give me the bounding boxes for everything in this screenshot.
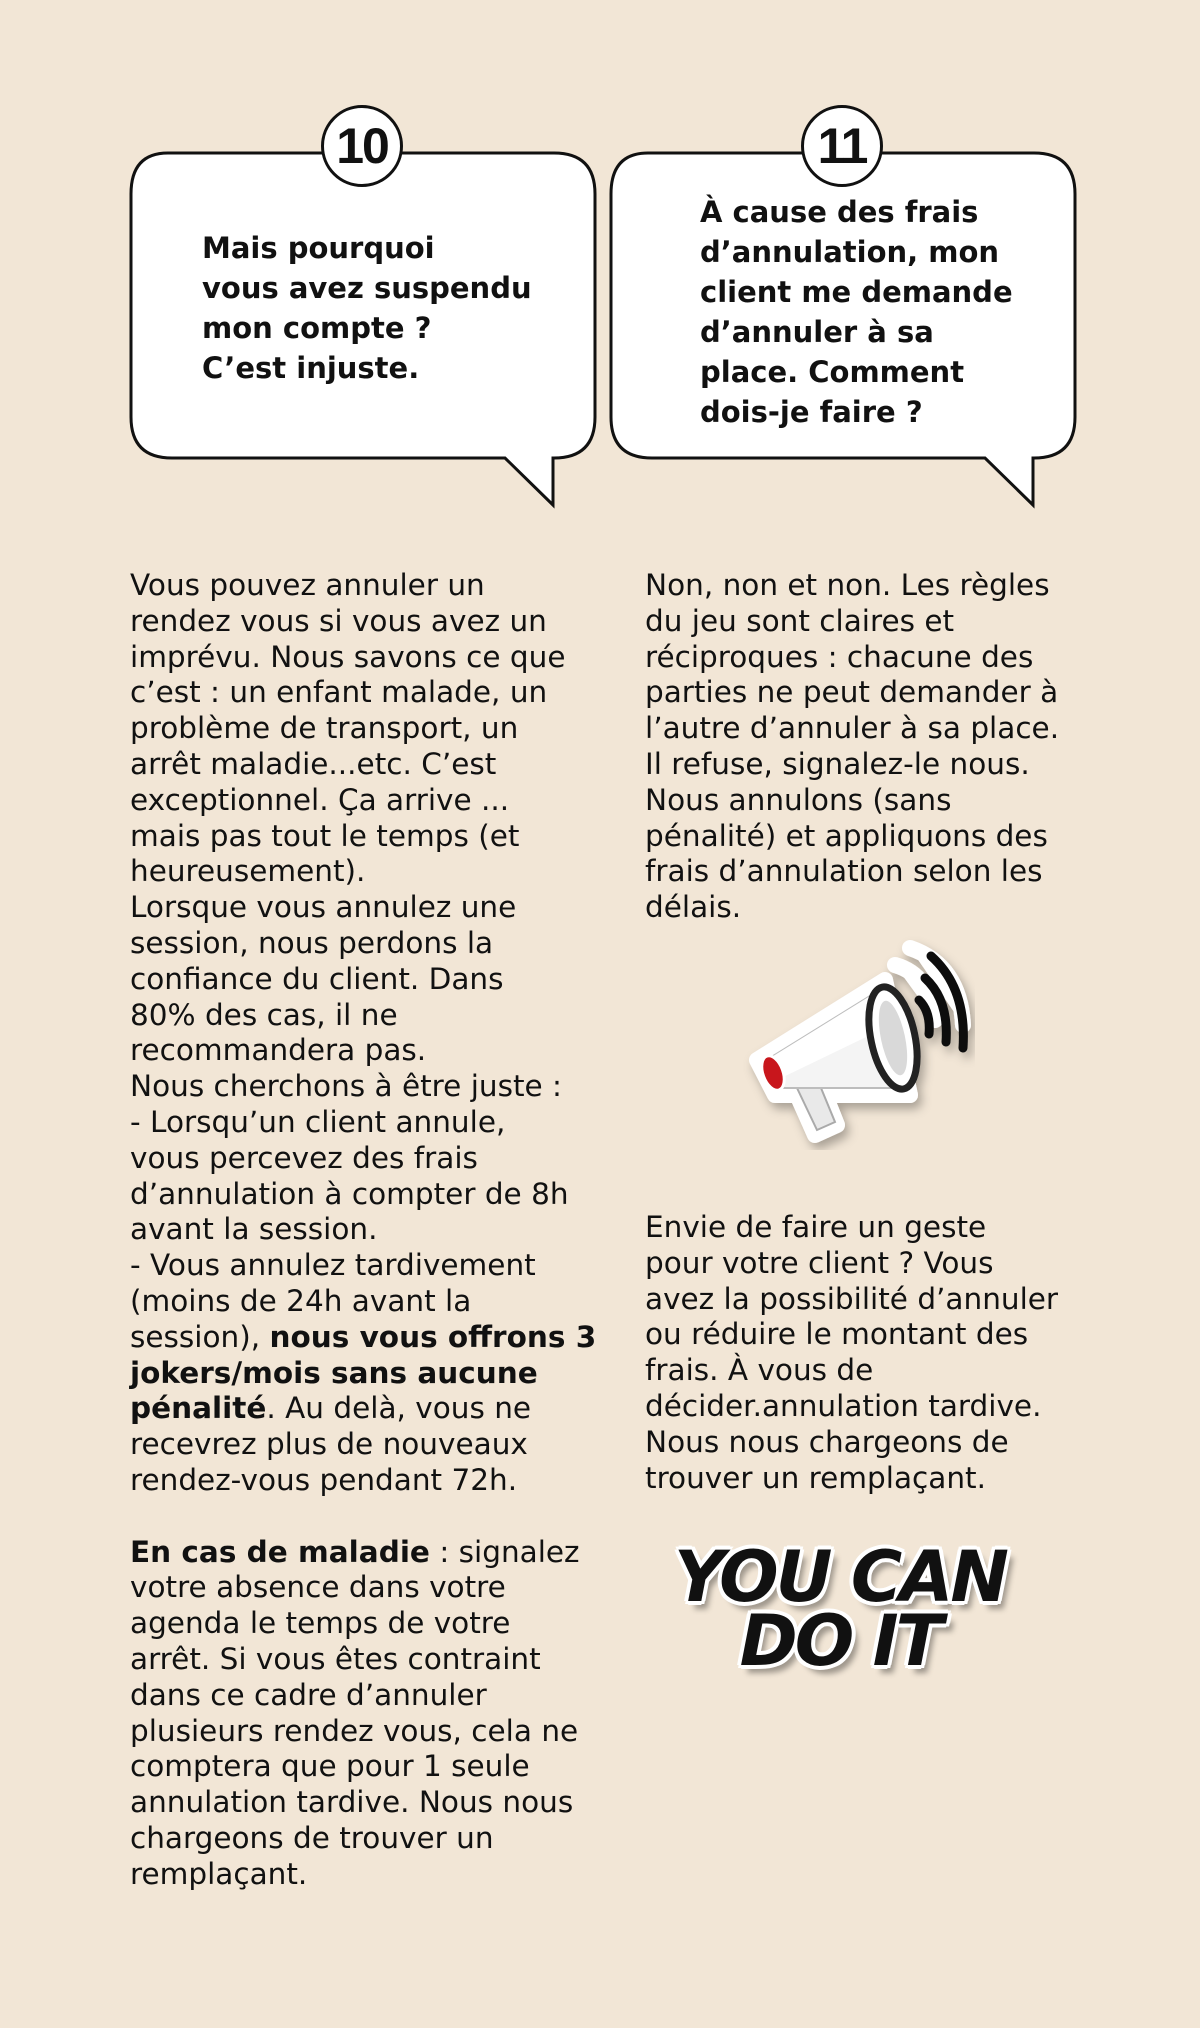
answer-line: chargeons de trouver un — [130, 1820, 494, 1855]
question-line: d’annuler à sa — [700, 315, 934, 349]
question-line: C’est injuste. — [202, 351, 420, 385]
question-number: 11 — [817, 118, 867, 174]
question-line: place. Comment — [700, 355, 965, 389]
answer-line: (moins de 24h avant la — [130, 1283, 472, 1318]
emphasis-text: pénalité — [130, 1391, 267, 1426]
answer-line: décider.annulation tardive. — [645, 1388, 1042, 1423]
answer-line: recevrez plus de nouveaux — [130, 1427, 528, 1462]
answer-line: Nous cherchons à être juste : — [130, 1069, 562, 1104]
answer-line: vous percevez des frais — [130, 1140, 478, 1175]
answer-line: Lorsque vous annulez une — [130, 890, 517, 925]
answer-line: trouver un remplaçant. — [645, 1460, 986, 1495]
answer-line: pénalité. Au delà, vous ne — [130, 1391, 532, 1426]
answer-line: parties ne peut demander à — [645, 675, 1059, 710]
answer-line: session, nous perdons la — [130, 925, 494, 960]
answer-line: Non, non et non. Les règles — [645, 568, 1050, 602]
answer-line: avez la possibilité d’annuler — [645, 1281, 1059, 1316]
question-line: client me demande — [700, 275, 1013, 309]
answer-line: imprévu. Nous savons ce que — [130, 639, 566, 674]
answer-line: problème de transport, un — [130, 711, 519, 746]
answer-line: Il refuse, signalez-le nous. — [645, 746, 1030, 781]
answer-line: frais. À vous de — [645, 1353, 874, 1388]
question-line: vous avez suspendu — [202, 271, 532, 305]
answer-line: Vous pouvez annuler un — [130, 568, 485, 602]
answer-line: session), nous vous offrons 3 — [130, 1319, 597, 1354]
answer-line: avant la session. — [130, 1212, 378, 1247]
answer-line: mais pas tout le temps (et — [130, 818, 520, 853]
question-number-badge — [801, 105, 883, 187]
answer-line: ou réduire le montant des — [645, 1317, 1029, 1352]
answer-line: - Vous annulez tardivement — [130, 1248, 536, 1283]
question-line: dois-je faire ? — [700, 395, 923, 429]
answer-line: pénalité) et appliquons des — [645, 818, 1048, 853]
answer-line: agenda le temps de votre — [130, 1606, 511, 1641]
answer-line: l’autre d’annuler à sa place. — [645, 711, 1060, 746]
answer-line: remplaçant. — [130, 1856, 308, 1891]
answer-line: rendez vous si vous avez un — [130, 603, 547, 638]
question-text — [202, 228, 532, 388]
answer-line: annulation tardive. Nous nous — [130, 1785, 574, 1820]
emphasis-text: jokers/mois sans aucune — [130, 1355, 538, 1390]
answer-line: rendez-vous pendant 72h. — [130, 1462, 518, 1497]
answer-line: délais. — [645, 890, 742, 925]
answer-line: arrêt maladie...etc. C’est — [130, 746, 497, 781]
question-number: 10 — [336, 118, 388, 174]
question-number-badge — [321, 105, 403, 187]
answer-line: c’est : un enfant malade, un — [130, 675, 548, 710]
answer-line: comptera que pour 1 seule — [130, 1749, 530, 1784]
answer-line: arrêt. Si vous êtes contraint — [130, 1641, 541, 1676]
question-line: À cause des frais — [700, 195, 979, 229]
answer-line: heureusement). — [130, 854, 366, 889]
question-line: Mais pourquoi — [202, 231, 435, 265]
answer-line: pour votre client ? Vous — [645, 1245, 994, 1280]
answer-right-top — [645, 568, 1115, 926]
question-bubble-10 — [128, 118, 598, 510]
answer-line: - Lorsqu’un client annule, — [130, 1104, 506, 1139]
you-can-do-it-sticker — [660, 1536, 1020, 1682]
answer-line: 80% des cas, il ne — [130, 997, 398, 1032]
sticker-line: YOU CAN — [673, 1536, 1007, 1618]
answer-left — [130, 568, 600, 1892]
answer-line: Nous nous chargeons de — [645, 1424, 1009, 1459]
question-text — [700, 192, 1013, 432]
answer-line: réciproques : chacune des — [645, 639, 1034, 674]
answer-line: frais d’annulation selon les — [645, 854, 1043, 889]
answer-line: dans ce cadre d’annuler — [130, 1677, 487, 1712]
sticker-line: DO IT — [739, 1600, 941, 1682]
answer-right-bottom — [645, 1210, 1115, 1496]
question-bubble-11 — [608, 118, 1078, 510]
answer-line: d’annulation à compter de 8h — [130, 1176, 569, 1211]
answer-line: confiance du client. Dans — [130, 961, 504, 996]
megaphone-icon — [735, 930, 975, 1150]
emphasis-text: nous vous offrons 3 — [269, 1319, 597, 1354]
paragraph-gap — [130, 1499, 600, 1535]
answer-line: du jeu sont claires et — [645, 603, 955, 638]
answer-line: plusieurs rendez vous, cela ne — [130, 1713, 579, 1748]
question-line: mon compte ? — [202, 311, 432, 345]
answer-line — [130, 1356, 600, 1392]
answer-line: recommandera pas. — [130, 1033, 427, 1068]
emphasis-text: En cas de maladie — [130, 1534, 430, 1569]
answer-line: En cas de maladie : signalez — [130, 1534, 580, 1569]
question-line: d’annulation, mon — [700, 235, 1000, 269]
answer-line: votre absence dans votre — [130, 1570, 506, 1605]
answer-line: Envie de faire un geste — [645, 1210, 987, 1244]
answer-line: exceptionnel. Ça arrive ... — [130, 782, 510, 817]
answer-line: Nous annulons (sans — [645, 782, 952, 817]
